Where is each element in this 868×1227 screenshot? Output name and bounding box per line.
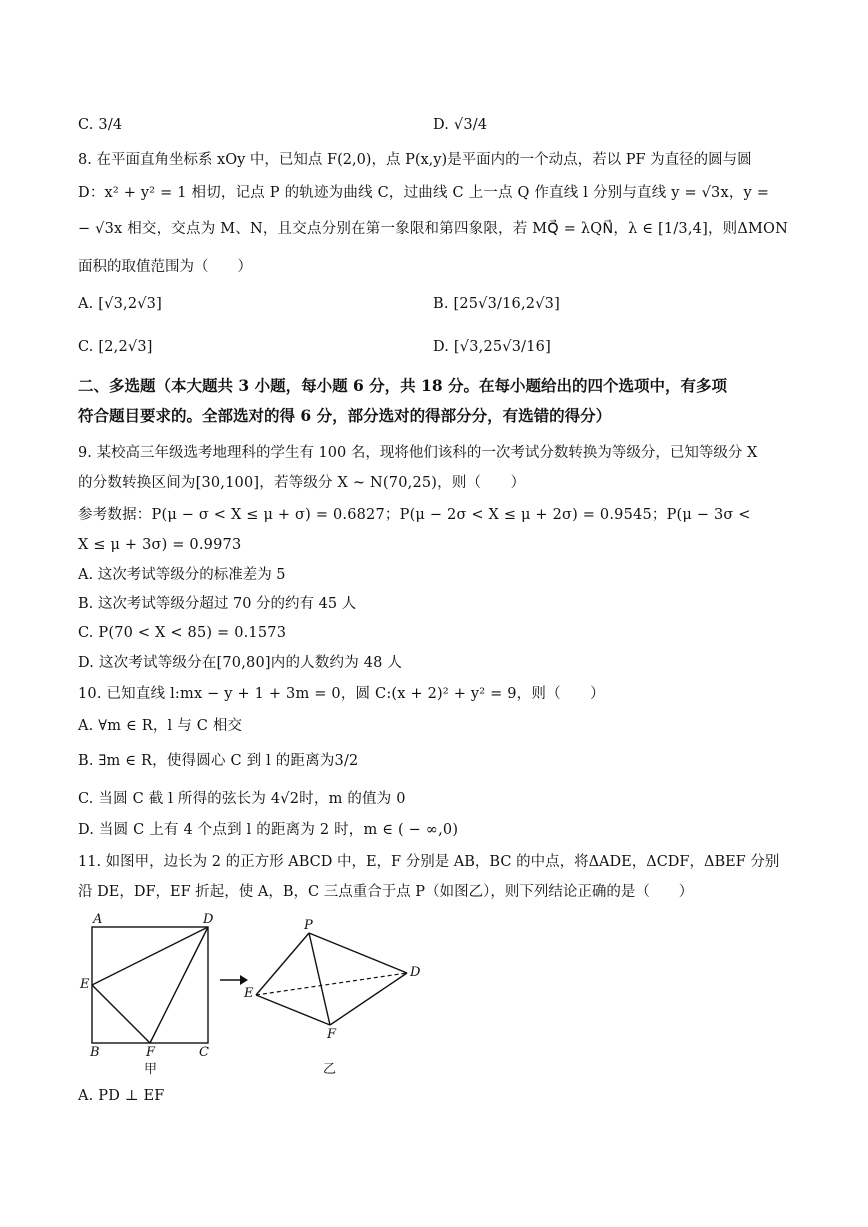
q10-stem: 10. 已知直线 l:mx − y + 1 + 3m = 0，圆 C:(x + 2)² + y² = 9，则（ ） [78, 686, 605, 702]
figure-tetrahedron-pdef [252, 925, 427, 1045]
q9-reference-data-line-2: X ≤ μ + 3σ) = 0.9973 [78, 537, 242, 553]
figure-label-c: C [199, 1045, 209, 1060]
figure-label-d2: D [410, 965, 421, 980]
q9-stem-line-2: 的分数转换区间为[30,100]，若等级分 X ~ N(70,25)，则（ ） [78, 475, 526, 491]
q11-stem-line-1: 11. 如图甲，边长为 2 的正方形 ABCD 中，E，F 分别是 AB，BC 的中点，将ΔADE，ΔCDF，ΔBEF 分别 [78, 854, 780, 870]
figure-label-d: D [203, 912, 214, 927]
q9-option-a: A. 这次考试等级分的标准差为 5 [78, 567, 286, 583]
section-heading-line-1: 二、多选题（本大题共 3 小题，每小题 6 分，共 18 分。在每小题给出的四个选项中，有多项 [78, 376, 728, 395]
q11-stem-line-2: 沿 DE，DF，EF 折起，使 A，B，C 三点重合于点 P（如图乙），则下列结论正确的是（ ） [78, 884, 694, 900]
figure-label-e2: E [244, 986, 254, 1001]
q9-option-b: B. 这次考试等级分超过 70 分的约有 45 人 [78, 596, 357, 612]
figure-label-f2: F [327, 1027, 337, 1042]
section-heading-line-2: 符合题目要求的。全部选对的得 6 分，部分选对的得部分分，有选错的得分） [78, 406, 612, 425]
q8-option-a: A. [√3,2√3] [78, 296, 162, 312]
arrow-right-icon [218, 973, 248, 987]
figure-label-a: A [93, 912, 103, 927]
q9-reference-data-line-1: 参考数据：P(μ − σ < X ≤ μ + σ) = 0.6827；P(μ − 2σ < X ≤ μ + 2σ) = 0.9545；P(μ − 3σ < [78, 507, 751, 523]
figure-square-abcd [90, 925, 230, 1065]
figure-label-e: E [80, 977, 90, 992]
figure-label-p: P [304, 918, 313, 933]
q11-option-a: A. PD ⊥ EF [78, 1088, 165, 1104]
q8-option-d: D. [√3,25√3/16] [433, 339, 551, 355]
q8-stem-line-3: − √3x 相交，交点为 M、N，且交点分别在第一象限和第四象限，若 MQ⃗ = λQN⃗，λ ∈ [1/3,4]，则ΔMON [78, 221, 789, 237]
q9-option-c: C. P(70 < X < 85) = 0.1573 [78, 625, 287, 641]
q8-option-b: B. [25√3/16,2√3] [433, 296, 560, 312]
figure-caption-left: 甲 [144, 1062, 158, 1077]
q8-stem-line-4: 面积的取值范围为（ ） [78, 259, 252, 275]
q9-option-d: D. 这次考试等级分在[70,80]内的人数约为 48 人 [78, 655, 403, 671]
q8-option-c: C. [2,2√3] [78, 339, 153, 355]
q10-option-b: B. ∃m ∈ R，使得圆心 C 到 l 的距离为3/2 [78, 753, 359, 769]
q10-option-c: C. 当圆 C 截 l 所得的弦长为 4√2时，m 的值为 0 [78, 791, 406, 807]
q10-option-d: D. 当圆 C 上有 4 个点到 l 的距离为 2 时，m ∈ ( − ∞,0) [78, 822, 459, 838]
q7-option-d: D. √3/4 [433, 117, 488, 133]
figure-caption-right: 乙 [323, 1062, 337, 1077]
q8-stem-line-1: 8. 在平面直角坐标系 xOy 中，已知点 F(2,0)，点 P(x,y)是平面内的一个动点，若以 PF 为直径的圆与圆 [78, 152, 752, 168]
figure-label-b: B [90, 1045, 100, 1060]
figure-label-f: F [146, 1045, 156, 1060]
q7-option-c: C. 3/4 [78, 117, 123, 133]
q10-option-a: A. ∀m ∈ R，l 与 C 相交 [78, 718, 243, 734]
q8-stem-line-2: D：x² + y² = 1 相切，记点 P 的轨迹为曲线 C，过曲线 C 上一点 Q 作直线 l 分别与直线 y = √3x，y = [78, 185, 770, 201]
q9-stem-line-1: 9. 某校高三年级选考地理科的学生有 100 名，现将他们该科的一次考试分数转换为等级分，已知等级分 X [78, 445, 758, 461]
